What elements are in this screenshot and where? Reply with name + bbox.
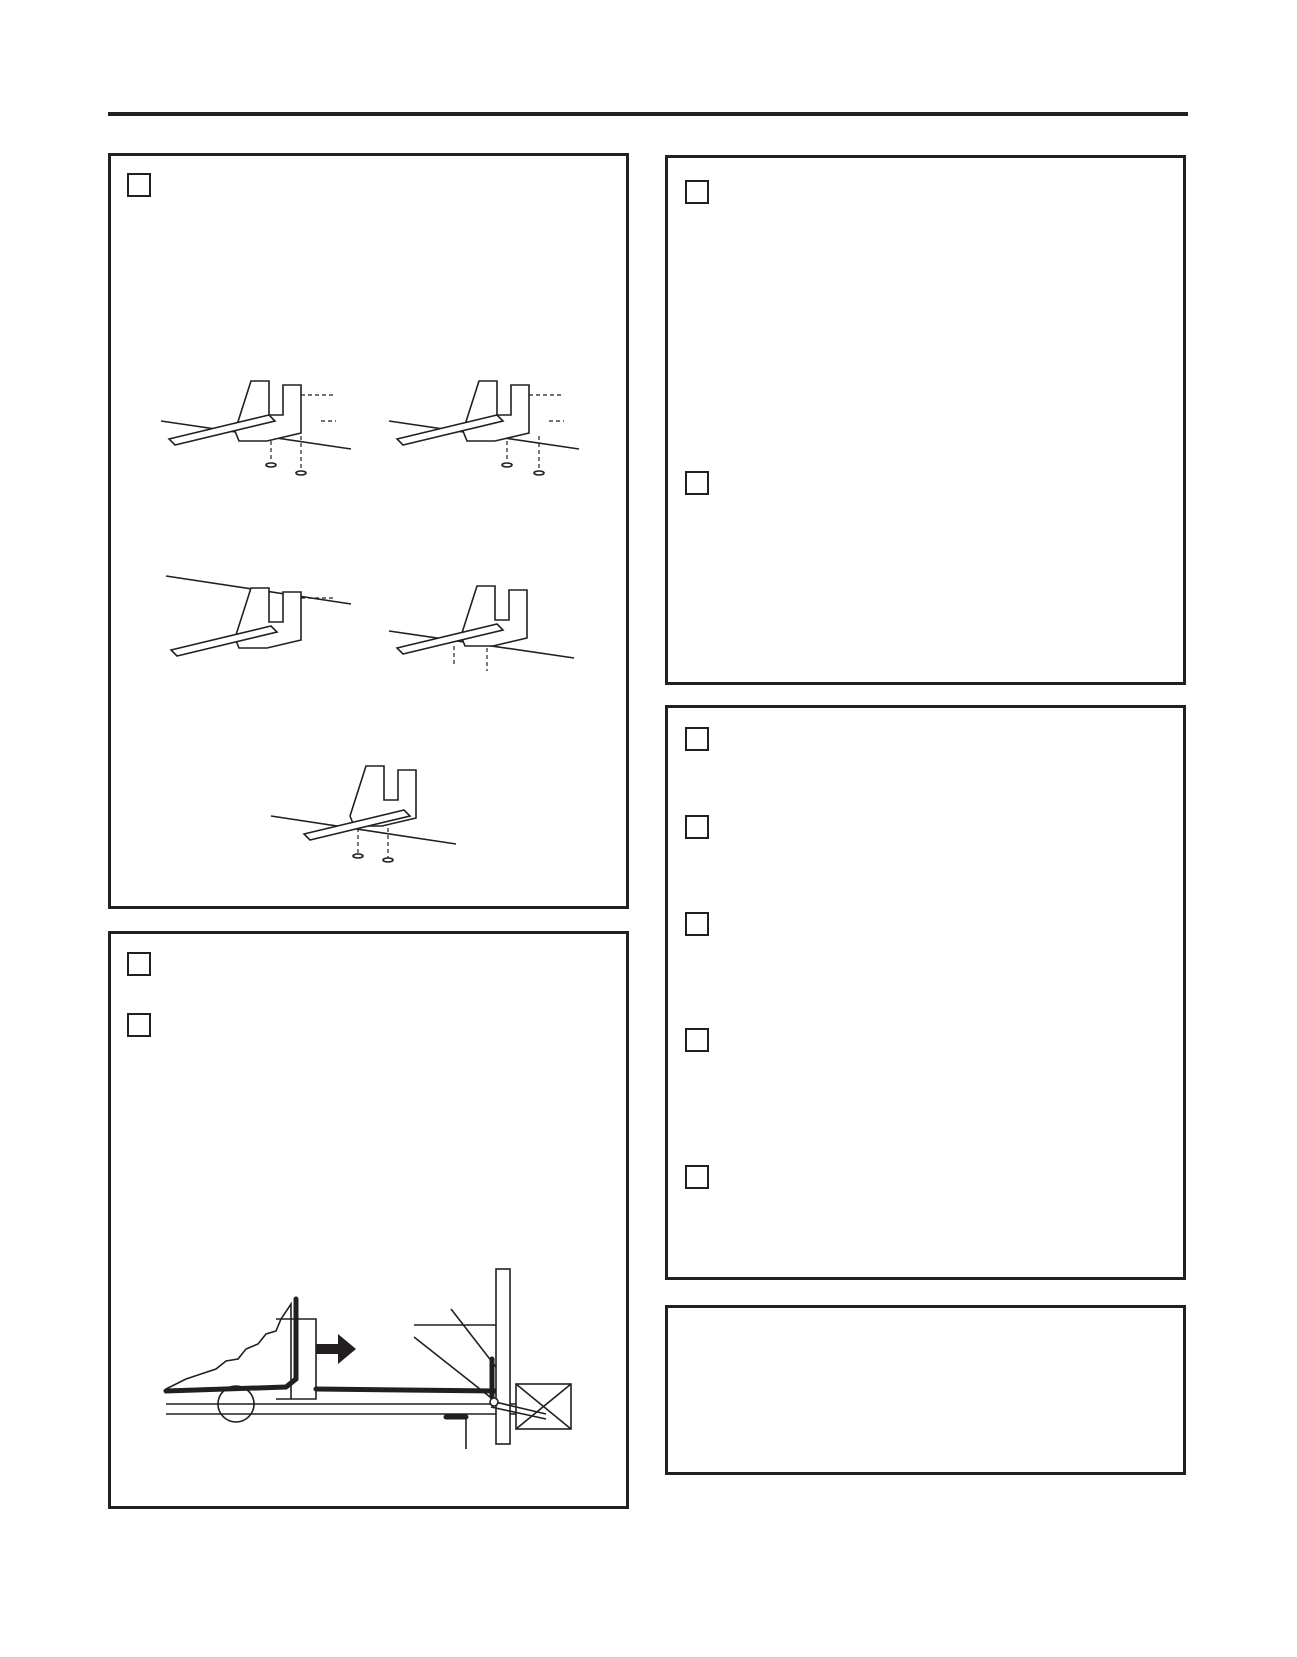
- checkbox-icon[interactable]: [685, 471, 709, 495]
- checkbox-icon[interactable]: [127, 173, 151, 197]
- checkbox-icon[interactable]: [685, 1028, 709, 1052]
- header-rule: [108, 112, 1188, 116]
- range-cross-section-figure: [166, 1269, 606, 1449]
- bracket-figure-wall-floor-b: [389, 381, 589, 491]
- slide-range-panel: [108, 931, 629, 1509]
- bracket-figure-wall-only: [166, 576, 366, 676]
- checkbox-icon[interactable]: [685, 815, 709, 839]
- checkbox-icon[interactable]: [685, 727, 709, 751]
- checkbox-icon[interactable]: [685, 1165, 709, 1189]
- right-bottom-panel: [665, 1305, 1186, 1475]
- bracket-figure-wall-floor-a: [161, 381, 361, 491]
- checkbox-icon[interactable]: [127, 952, 151, 976]
- checkbox-icon[interactable]: [685, 180, 709, 204]
- bracket-figure-floor-only: [389, 576, 589, 686]
- arrow-right-icon: [316, 1334, 356, 1364]
- bracket-install-panel: [108, 153, 629, 909]
- right-top-panel: [665, 155, 1186, 685]
- checkbox-icon[interactable]: [127, 1013, 151, 1037]
- right-middle-panel: [665, 705, 1186, 1280]
- bracket-figure-floor-center: [271, 766, 471, 876]
- checkbox-icon[interactable]: [685, 912, 709, 936]
